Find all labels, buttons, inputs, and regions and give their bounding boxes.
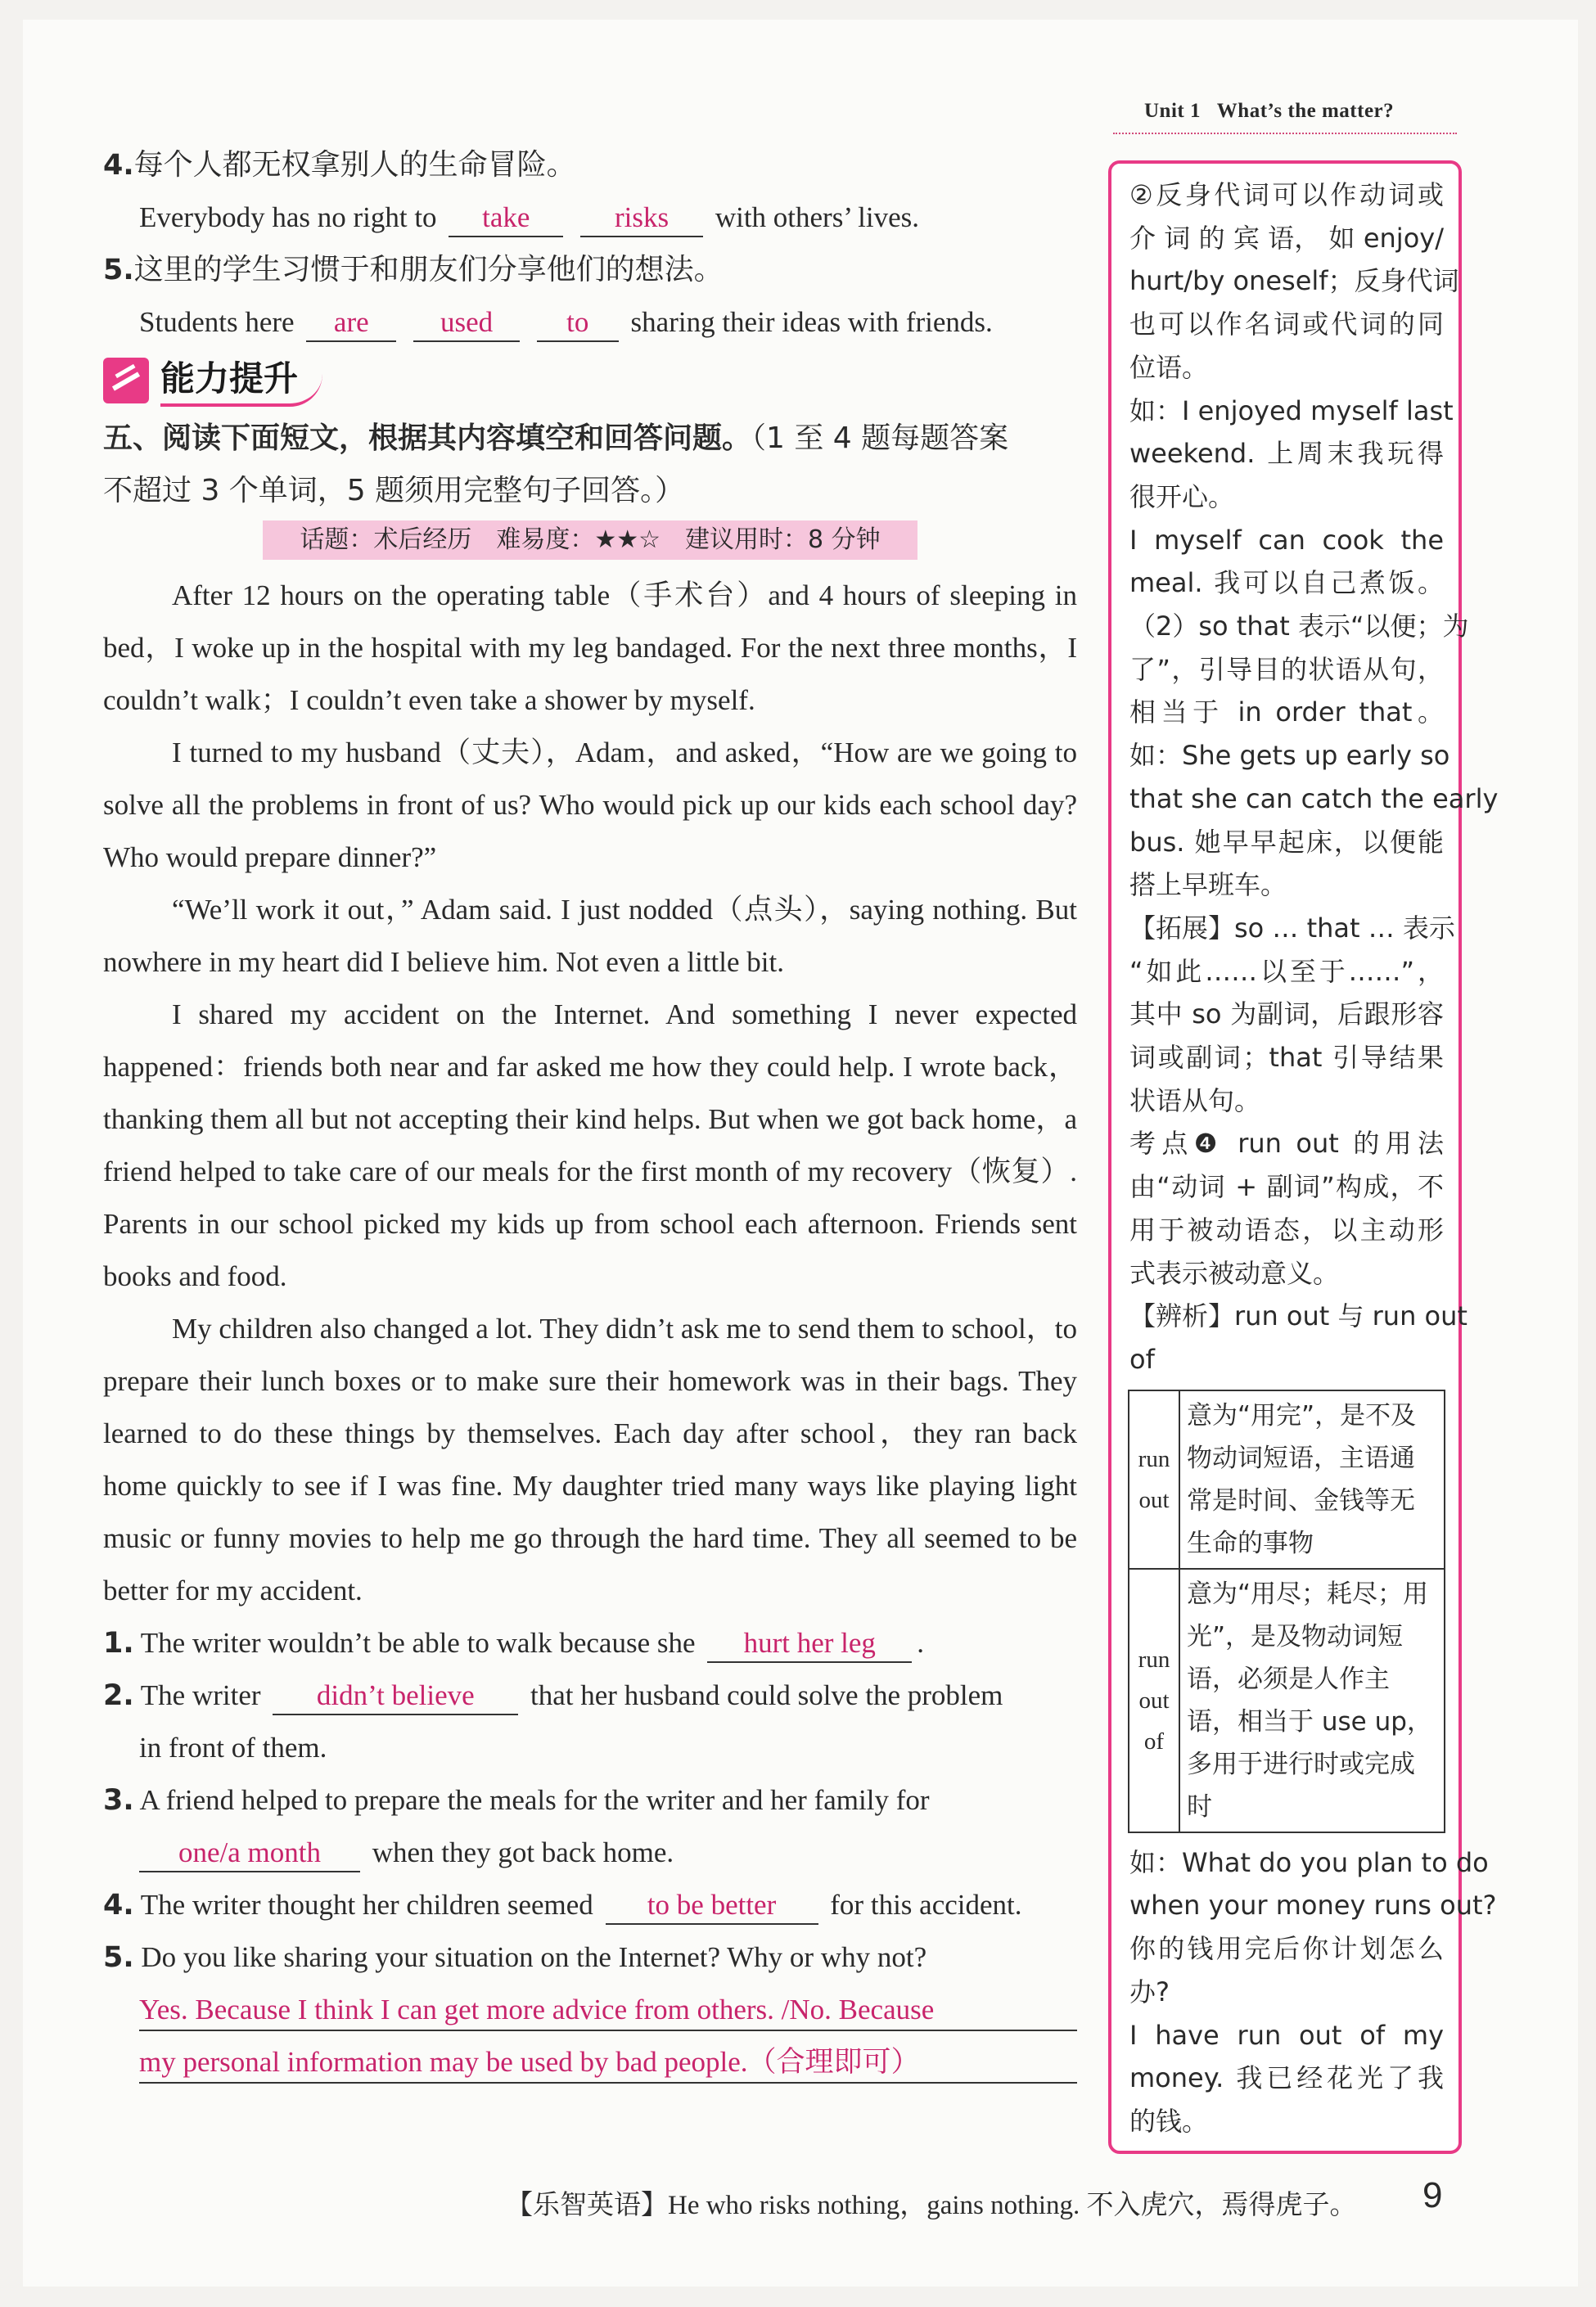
sidebar-line: 由“动词 + 副词”构成，不: [1129, 1171, 1444, 1203]
table-value: 意为“用尽；耗尽；用光”，是及物动词短语，必须是人作主语，相当于 use up，多用于进行时或完成时: [1179, 1569, 1445, 1832]
main-column: [103, 139, 1077, 2088]
question-1: 1. The writer wouldn’t be able to walk because she hurt her leg .: [103, 1617, 1077, 1669]
question-1-answer[interactable]: hurt her leg: [707, 1625, 912, 1663]
sidebar-line: bus. 她早早起床，以便能: [1129, 826, 1444, 858]
sidebar-line: 用于被动语态，以主动形: [1129, 1214, 1444, 1246]
section-title: 能力提升: [160, 354, 322, 407]
sidebar-line: weekend. 上周末我玩得: [1129, 438, 1444, 470]
sidebar-line: 位语。: [1129, 351, 1209, 383]
paragraph-4: I shared my accident on the Internet. And something I never expected happened：friends both near and far asked me how they could help. I wrote back，thanking them all but not accepting their kind helps. But when we got back home，a friend helped to take care of our meals for the first month of my recovery（恢复）. Parents in our school picked my kids up from school each afternoon. Friends sent books and food.: [103, 998, 1077, 1292]
sidebar-line: 很开心。: [1129, 480, 1235, 512]
q5-english: Students here are used to sharing their ideas with friends.: [103, 296, 1077, 349]
sidebar-line: 相当于 in order that。: [1129, 696, 1444, 728]
sidebar-line: 你的钱用完后你计划怎么: [1129, 1933, 1444, 1965]
question-5: 5. Do you like sharing your situation on the Internet? Why or why not?: [103, 1941, 927, 1974]
sidebar-line: meal. 我可以自己煮饭。: [1129, 567, 1444, 599]
ability-up-icon: [103, 358, 149, 403]
table-row: [1129, 1569, 1445, 1832]
q5-answer-1[interactable]: are: [306, 304, 396, 342]
question-4-answer[interactable]: to be better: [606, 1887, 818, 1925]
sidebar-line: 其中 so 为副词，后跟形容: [1129, 998, 1444, 1030]
comparison-table: [1128, 1390, 1445, 1833]
sidebar-line: 状语从句。: [1129, 1084, 1261, 1116]
reading-instruction: 五、阅读下面短文，根据其内容填空和回答问题。（1 至 4 题每题答案: [103, 421, 1009, 455]
sidebar-line: 如：She gets up early so: [1129, 740, 1450, 772]
sidebar-line: “如此……以至于……”，: [1129, 955, 1444, 987]
sidebar-line: 搭上早班车。: [1129, 869, 1287, 901]
footer-proverb: 【乐智英语】He who risks nothing，gains nothing. 不入虎穴，焉得虎子。: [506, 2191, 1357, 2220]
unit-label: Unit 1: [1144, 100, 1201, 122]
table-row: [1129, 1390, 1445, 1569]
question-3-cont: one/a month when they got back home.: [103, 1827, 1077, 1879]
sidebar-line: 【辨析】run out 与 run out: [1129, 1300, 1468, 1332]
header-divider: [1113, 133, 1457, 134]
sidebar-line: ②反身代词可以作动词或: [1129, 179, 1444, 210]
sidebar-line: when your money runs out?: [1129, 1890, 1497, 1922]
unit-title: What’s the matter?: [1216, 100, 1395, 122]
sidebar-line: 式表示被动意义。: [1129, 1257, 1340, 1289]
running-header: [1144, 100, 1394, 123]
paragraph-2: I turned to my husband（丈夫），Adam，and asked，“How are we going to solve all the problems in front of us? Who would pick up our kids each school day? Who would prepare dinner?”: [103, 737, 1077, 873]
paragraph-5: My children also changed a lot. They didn’t ask me to send them to school，to prepare their lunch boxes or to make sure their homework was in their bags. They learned to do these things by themselves. Each day after school，they ran back home quickly to see if I was fine. My daughter tried many ways like playing light music or funny movies to help me go through the hard time. They all seemed to be better for my accident.: [103, 1313, 1077, 1606]
sidebar-line: 介 词 的 宾 语， 如 enjoy/: [1129, 222, 1444, 254]
table-value: 意为“用完”，是不及物动词短语，主语通常是时间、金钱等无生命的事物: [1179, 1390, 1445, 1569]
sidebar-line: that she can catch the early: [1129, 782, 1499, 814]
reading-instruction-cont: 不超过 3 个单词，5 题须用完整句子回答。）: [103, 474, 685, 507]
paragraph-3: “We’ll work it out，” Adam said. I just nodded（点头），saying nothing. But nowhere in my heart did I believe him. Not even a little bit.: [103, 894, 1077, 978]
q5-answer-2[interactable]: used: [413, 304, 520, 342]
question-2-answer[interactable]: didn’t believe: [273, 1678, 518, 1715]
q5-answer-3[interactable]: to: [537, 304, 619, 342]
table-key: run out of: [1129, 1569, 1179, 1832]
question-2: 2. The writer didn’t believe that her husband could solve the problem: [103, 1669, 1077, 1722]
sidebar-line: 的钱。: [1129, 2105, 1209, 2137]
sidebar-line: 考点❹ run out 的用法: [1129, 1128, 1444, 1160]
topic-bar: 话题：术后经历 难易度：★★☆ 建议用时：8 分钟: [263, 520, 917, 560]
sidebar-line: 【拓展】so … that … 表示: [1129, 912, 1455, 944]
section-heading: [103, 349, 1077, 412]
sidebar-line: 如：What do you plan to do: [1129, 1846, 1489, 1878]
sidebar-line: 如：I enjoyed myself last: [1129, 394, 1454, 426]
sidebar-line: 词或副词；that 引导结果: [1129, 1042, 1444, 1074]
q4-answer-1[interactable]: take: [449, 200, 563, 237]
sidebar-line: 了”，引导目的状语从句，: [1129, 653, 1444, 685]
q4-english: Everybody has no right to take risks with others’ lives.: [103, 191, 1077, 244]
topic-row: [103, 520, 1077, 570]
sidebar-line: money. 我已经花光了我: [1129, 2062, 1444, 2094]
sidebar-notes: [1108, 160, 1499, 2154]
sidebar-line: I have run out of my: [1129, 2019, 1444, 2051]
table-key: run out: [1129, 1390, 1179, 1569]
sidebar-line: 也可以作名词或代词的同: [1129, 309, 1444, 340]
question-3-answer[interactable]: one/a month: [139, 1835, 360, 1872]
question-3: 3. A friend helped to prepare the meals for the writer and her family for: [103, 1784, 930, 1817]
paragraph-1: After 12 hours on the operating table（手术台）and 4 hours of sleeping in bed，I woke up in the hospital with my leg bandaged. For the next three months，I couldn’t walk；I couldn’t even take a shower by myself.: [103, 579, 1077, 716]
sidebar-line: I myself can cook the: [1129, 524, 1444, 556]
q4-answer-2[interactable]: risks: [580, 200, 703, 237]
sidebar-line: 办?: [1129, 1976, 1170, 2007]
sidebar-line: （2）so that 表示“以便；为: [1129, 611, 1469, 642]
question-2-cont: in front of them.: [139, 1732, 327, 1764]
q5-chinese: 5.这里的学生习惯于和朋友们分享他们的想法。: [103, 253, 724, 286]
sidebar-content: [1129, 173, 1499, 2143]
question-4: 4. The writer thought her children seemed to be better for this accident.: [103, 1879, 1077, 1931]
page-number: 9: [1422, 2175, 1443, 2215]
q4-chinese: 4.每个人都无权拿别人的生命冒险。: [103, 148, 576, 182]
sidebar-line: hurt/by oneself；反身代词: [1129, 265, 1459, 297]
question-5-answer-line-2[interactable]: my personal information may be used by bad people.（合理即可）: [103, 2036, 1077, 2088]
question-5-answer-line-1[interactable]: Yes. Because I think I can get more advice from others. /No. Because: [103, 1984, 1077, 2036]
sidebar-line: of: [1129, 1343, 1155, 1375]
